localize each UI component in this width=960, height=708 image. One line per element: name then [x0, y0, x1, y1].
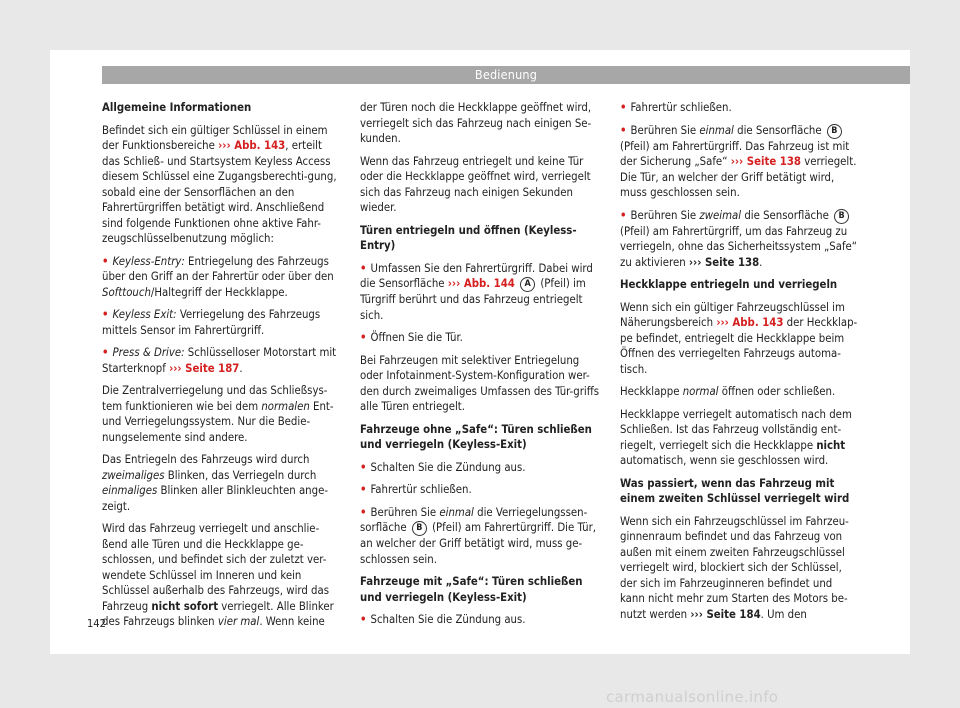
paragraph-tailgate-normal: Heckklappe normal öffnen oder schließen. [620, 385, 836, 398]
section-header: Bedienung [102, 66, 910, 84]
manual-page [50, 50, 910, 654]
page-number: 142 [87, 617, 106, 630]
paragraph-central-locking: Die Zentralverriegelung und das Schließsys-tem funktionieren wie bei dem normalen Ent- und Verriegelungssystem. Nur die Bedie-nungselemente sind andere. [102, 384, 334, 444]
link-page-138[interactable]: ››› Seite 138 [730, 155, 801, 168]
paragraph-tailgate-proximity: Wenn sich ein gültiger Fahrzeugschlüssel im Näherungsbereich ››› Abb. 143 der Heckklap-pe befindet, entriegelt die Heckklappe beim Öffnen des verriegelten Fahrzeugs automa-tisch. [620, 300, 858, 376]
callout-badge-a: A [520, 277, 535, 292]
list-item-close-driver-door-2: • Fahrertür schließen. [620, 101, 732, 114]
heading-general-info: Allgemeine Informationen [102, 101, 252, 114]
paragraph-second-key: Wenn sich ein Fahrzeugschlüssel im Fahrzeu-ginnenraum befindet und das Fahrzeug von außen mit einem zweiten Fahrzeugschlüssel verriegelt wird, blockiert sich der Schlüssel, der sich im Fahrzeuginneren befindet und kann nicht mehr zum Starten des Motors be-nutzt werden ››› Seite 184. Um den [620, 514, 849, 621]
list-item-open-door: • Öffnen Sie die Tür. [360, 331, 463, 344]
paragraph-auto-relock: Wenn das Fahrzeug entriegelt und keine Tür oder die Heckklappe geöffnet wird, verriegelt sich das Fahrzeug nach einigen Sekunden wieder. [360, 154, 591, 214]
link-fig-143[interactable]: ››› Abb. 143 [716, 316, 784, 329]
list-item-keyless-exit: • Keyless Exit: Verriegelung des Fahrzeugs mittels Sensor im Fahrertürgriff. [102, 308, 321, 337]
list-item-press-drive: • Press & Drive: Schlüsselloser Motorstart mit Starterknopf ››› Seite 187. [102, 346, 337, 375]
paragraph-key-inside: Wird das Fahrzeug verriegelt und anschlie-ßend alle Türen und die Heckklappe ge-schlossen, und befindet sich der zuletzt ver-wendete Schlüssel im Inneren und kein Schlüssel außerhalb des Fahrzeugs, wird das Fahrzeug nicht sofort verriegelt. Alle Blinker des Fahrzeugs blinken vier mal. Wenn keine [102, 522, 334, 628]
heading-keyless-entry: Türen entriegeln und öffnen (Keyless-Entry) [360, 223, 577, 252]
watermark: carmanualsonline.info [606, 688, 779, 706]
list-item-ignition-off: • Schalten Sie die Zündung aus. [360, 460, 526, 474]
list-item-ignition-off-2: • Schalten Sie die Zündung aus. [360, 613, 526, 626]
column-3 [620, 100, 860, 629]
paragraph-selective-unlock: Bei Fahrzeugen mit selektiver Entriegelung oder Infotainment-System-Konfiguration wer-den durch zweimaliges Umfassen des Tür-griffs alle Türen entriegelt. [360, 353, 600, 413]
link-fig-144[interactable]: ››› Abb. 144 [447, 277, 515, 290]
heading-with-safe: Fahrzeuge mit „Safe“: Türen schließen und verriegeln (Keyless-Exit) [360, 575, 583, 604]
paragraph-continued: der Türen noch die Heckklappe geöffnet wird, verriegelt sich das Fahrzeug nach einigen Se-kunden. [360, 101, 592, 145]
paragraph-keyless-intro: Befindet sich ein gültiger Schlüssel in einem der Funktionsbereiche ››› Abb. 143, erteilt das Schließ- und Startsystem Keyless Access diesem Schlüssel eine Zugangsberechti-gung, sobald eine der Sensorflächen an den Fahrertürgriffen betätigt wird. Anschließend sind folgende Funktionen ohne aktive Fahr-zeugschlüsselbenutzung möglich: [102, 123, 337, 245]
heading-without-safe: Fahrzeuge ohne „Safe“: Türen schließen und verriegeln (Keyless-Exit) [360, 422, 592, 451]
callout-badge-b: B [834, 209, 849, 224]
link-page-187[interactable]: ››› Seite 187 [169, 361, 240, 375]
paragraph-blinking: Das Entriegeln des Fahrzeugs wird durch zweimaliges Blinken, das Verriegeln durch einmaliges Blinken aller Blinkleuchten ange-zeigt. [102, 453, 329, 513]
link-page-184[interactable]: ››› Seite 184 [690, 607, 761, 621]
column-2 [360, 100, 600, 635]
link-fig-143[interactable]: ››› Abb. 143 [218, 139, 286, 152]
list-item-touch-once-safe: • Berühren Sie einmal die Sensorfläche B (Pfeil) am Fahrertürgriff. Das Fahrzeug ist mit der Sicherung „Safe“ ››› Seite 138 verriegelt. Die Tür, an welcher der Griff betätigt wird, muss geschlossen sein. [620, 123, 857, 199]
list-item-touch-twice: • Berühren Sie zweimal die Sensorfläche B (Pfeil) am Fahrertürgriff, um das Fahrzeug zu verriegeln, ohne das Sicherheitssystem „Safe“ zu aktivieren ››› Seite 138. [620, 208, 858, 269]
paragraph-tailgate-autolock: Heckklappe verriegelt automatisch nach dem Schließen. Ist das Fahrzeug vollständig ent-riegelt, verriegelt sich die Heckklappe nicht automatisch, wenn sie geschlossen wird. [620, 407, 852, 467]
list-item-keyless-entry: • Keyless-Entry: Entriegelung des Fahrzeugs über den Griff an der Fahrertür oder über den Softtouch/Haltegriff der Heckklappe. [102, 254, 334, 299]
list-item-close-driver-door: • Fahrertür schließen. [360, 483, 472, 496]
heading-tailgate: Heckklappe entriegeln und verriegeln [620, 278, 838, 291]
column-1 [102, 100, 342, 637]
callout-badge-b: B [412, 521, 427, 536]
list-item-touch-once: • Berühren Sie einmal die Verriegelungssen-sorfläche B (Pfeil) am Fahrertürgriff. Die Tür, an welcher der Griff betätigt wird, muss ge-schlossen sein. [360, 505, 596, 566]
list-item-grip-handle: • Umfassen Sie den Fahrertürgriff. Dabei wird die Sensorfläche ››› Abb. 144 A (Pfeil) im Türgriff berührt und das Fahrzeug entriegelt sich. [360, 261, 593, 322]
callout-badge-b: B [827, 124, 842, 139]
link-page-138[interactable]: ››› Seite 138 [688, 255, 760, 269]
heading-second-key: Was passiert, wenn das Fahrzeug mit einem zweiten Schlüssel verriegelt wird [620, 476, 850, 505]
